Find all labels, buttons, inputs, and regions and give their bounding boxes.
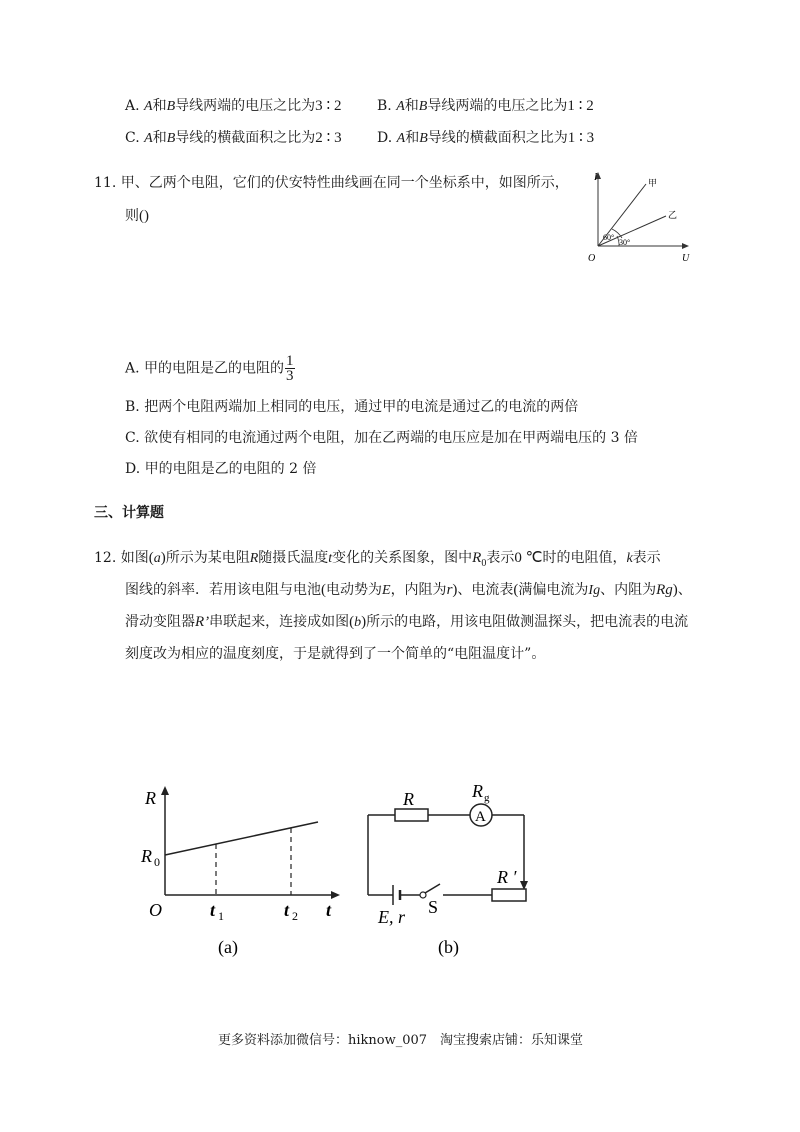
t2-subscript: 2 — [292, 909, 298, 923]
option-d[interactable]: D. A和B导线的横截面积之比为1 ∶ 3 — [377, 130, 595, 146]
t1-subscript: 1 — [218, 909, 224, 923]
u-axis-arrow-icon — [682, 243, 689, 249]
switch-lever[interactable] — [425, 884, 440, 893]
r0-subscript: 0 — [154, 855, 160, 869]
switch-label: S — [428, 897, 439, 917]
option-a[interactable]: A. A和B导线两端的电压之比为3 ∶ 2 — [125, 98, 342, 114]
question-12-line4: 刻度改为相应的温度刻度，于是就得到了一个简单的“电阻温度计”。 — [125, 646, 546, 662]
origin-label: O — [149, 900, 162, 920]
fraction: $\frac{1}{3}$ — [286, 353, 294, 384]
question-number: 12. — [94, 550, 117, 566]
rheostat — [492, 889, 526, 901]
q11-option-a[interactable]: A. 甲的电阻是乙的电阻的 $\frac{1}{3}$ — [125, 353, 294, 384]
r-axis-arrow-icon — [161, 786, 169, 795]
option-letter: A. — [125, 98, 140, 114]
q11-option-b[interactable]: B. 把两个电阻两端加上相同的电压，通过甲的电流是通过乙的电流的两倍 — [125, 399, 579, 415]
answer-blank: () — [139, 208, 149, 224]
rg-subscript: g — [484, 792, 490, 804]
q11-option-d[interactable]: D. 甲的电阻是乙的电阻的 2 倍 — [125, 461, 317, 477]
angle-30-label: 30° — [619, 238, 631, 247]
jia-label: 甲 — [648, 178, 658, 188]
question-12-line2: 图线的斜率．若用该电阻与电池(电动势为E，内阻为r)、电流表(满偏电流为Ig、内阻为Rg)、 — [125, 582, 692, 598]
resistor-r — [395, 809, 428, 821]
option-c[interactable]: C. A和B导线的横截面积之比为2 ∶ 3 — [125, 130, 342, 146]
question-12-line3: 滑动变阻器R’串联起来，连接成如图(b)所示的电路，用该电阻做测温探头，把电流表的电流 — [125, 614, 689, 630]
q11-option-c[interactable]: C. 欲使有相同的电流通过两个电阻，加在乙两端的电压应是加在甲两端电压的 3 倍 — [125, 430, 638, 446]
question-11-stem-line2: 则() — [125, 208, 149, 224]
figure-b-circuit — [360, 780, 540, 960]
t-axis-label: t — [326, 900, 332, 920]
origin-label: O — [588, 253, 596, 264]
iu-graph — [586, 168, 706, 268]
figure-b-caption: (b) — [438, 937, 459, 957]
section-title: 三、计算题 — [94, 505, 164, 521]
t-axis-arrow-icon — [331, 891, 340, 899]
r-t-line — [165, 822, 318, 855]
rg-label: R — [472, 781, 483, 801]
u-axis-label: U — [682, 253, 690, 264]
option-letter: C. — [125, 130, 140, 146]
option-letter: B. — [377, 98, 392, 114]
i-axis-label: I — [594, 172, 598, 183]
figure-a-r-t-graph — [135, 780, 350, 960]
option-letter: D. — [377, 130, 393, 146]
yi-label: 乙 — [668, 210, 678, 220]
question-12-line1: 12. 如图(a)所示为某电阻R随摄氏温度t变化的关系图象，图中$R_0$表示0 ℃时的电阻值，k表示 — [94, 550, 661, 569]
page-footer: 更多资料添加微信号：hiknow_007 淘宝搜索店铺：乐知课堂 — [218, 1033, 584, 1048]
question-number: 11. — [94, 175, 117, 191]
ammeter-label: A — [475, 809, 486, 825]
r0-label: R — [141, 846, 152, 866]
battery-label: E, r — [378, 907, 405, 927]
t2-label: t — [284, 900, 290, 920]
figure-a-caption: (a) — [218, 937, 238, 957]
angle-60-label: 60° — [603, 233, 615, 242]
option-b[interactable]: B. A和B导线两端的电压之比为1 ∶ 2 — [377, 98, 594, 114]
question-11-stem: 11. 甲、乙两个电阻，它们的伏安特性曲线画在同一个坐标系中，如图所示， — [94, 175, 569, 191]
t1-label: t — [210, 900, 216, 920]
r-axis-label: R — [145, 788, 156, 808]
rheostat-label: R ′ — [497, 867, 517, 887]
resistor-r-label: R — [403, 789, 414, 809]
